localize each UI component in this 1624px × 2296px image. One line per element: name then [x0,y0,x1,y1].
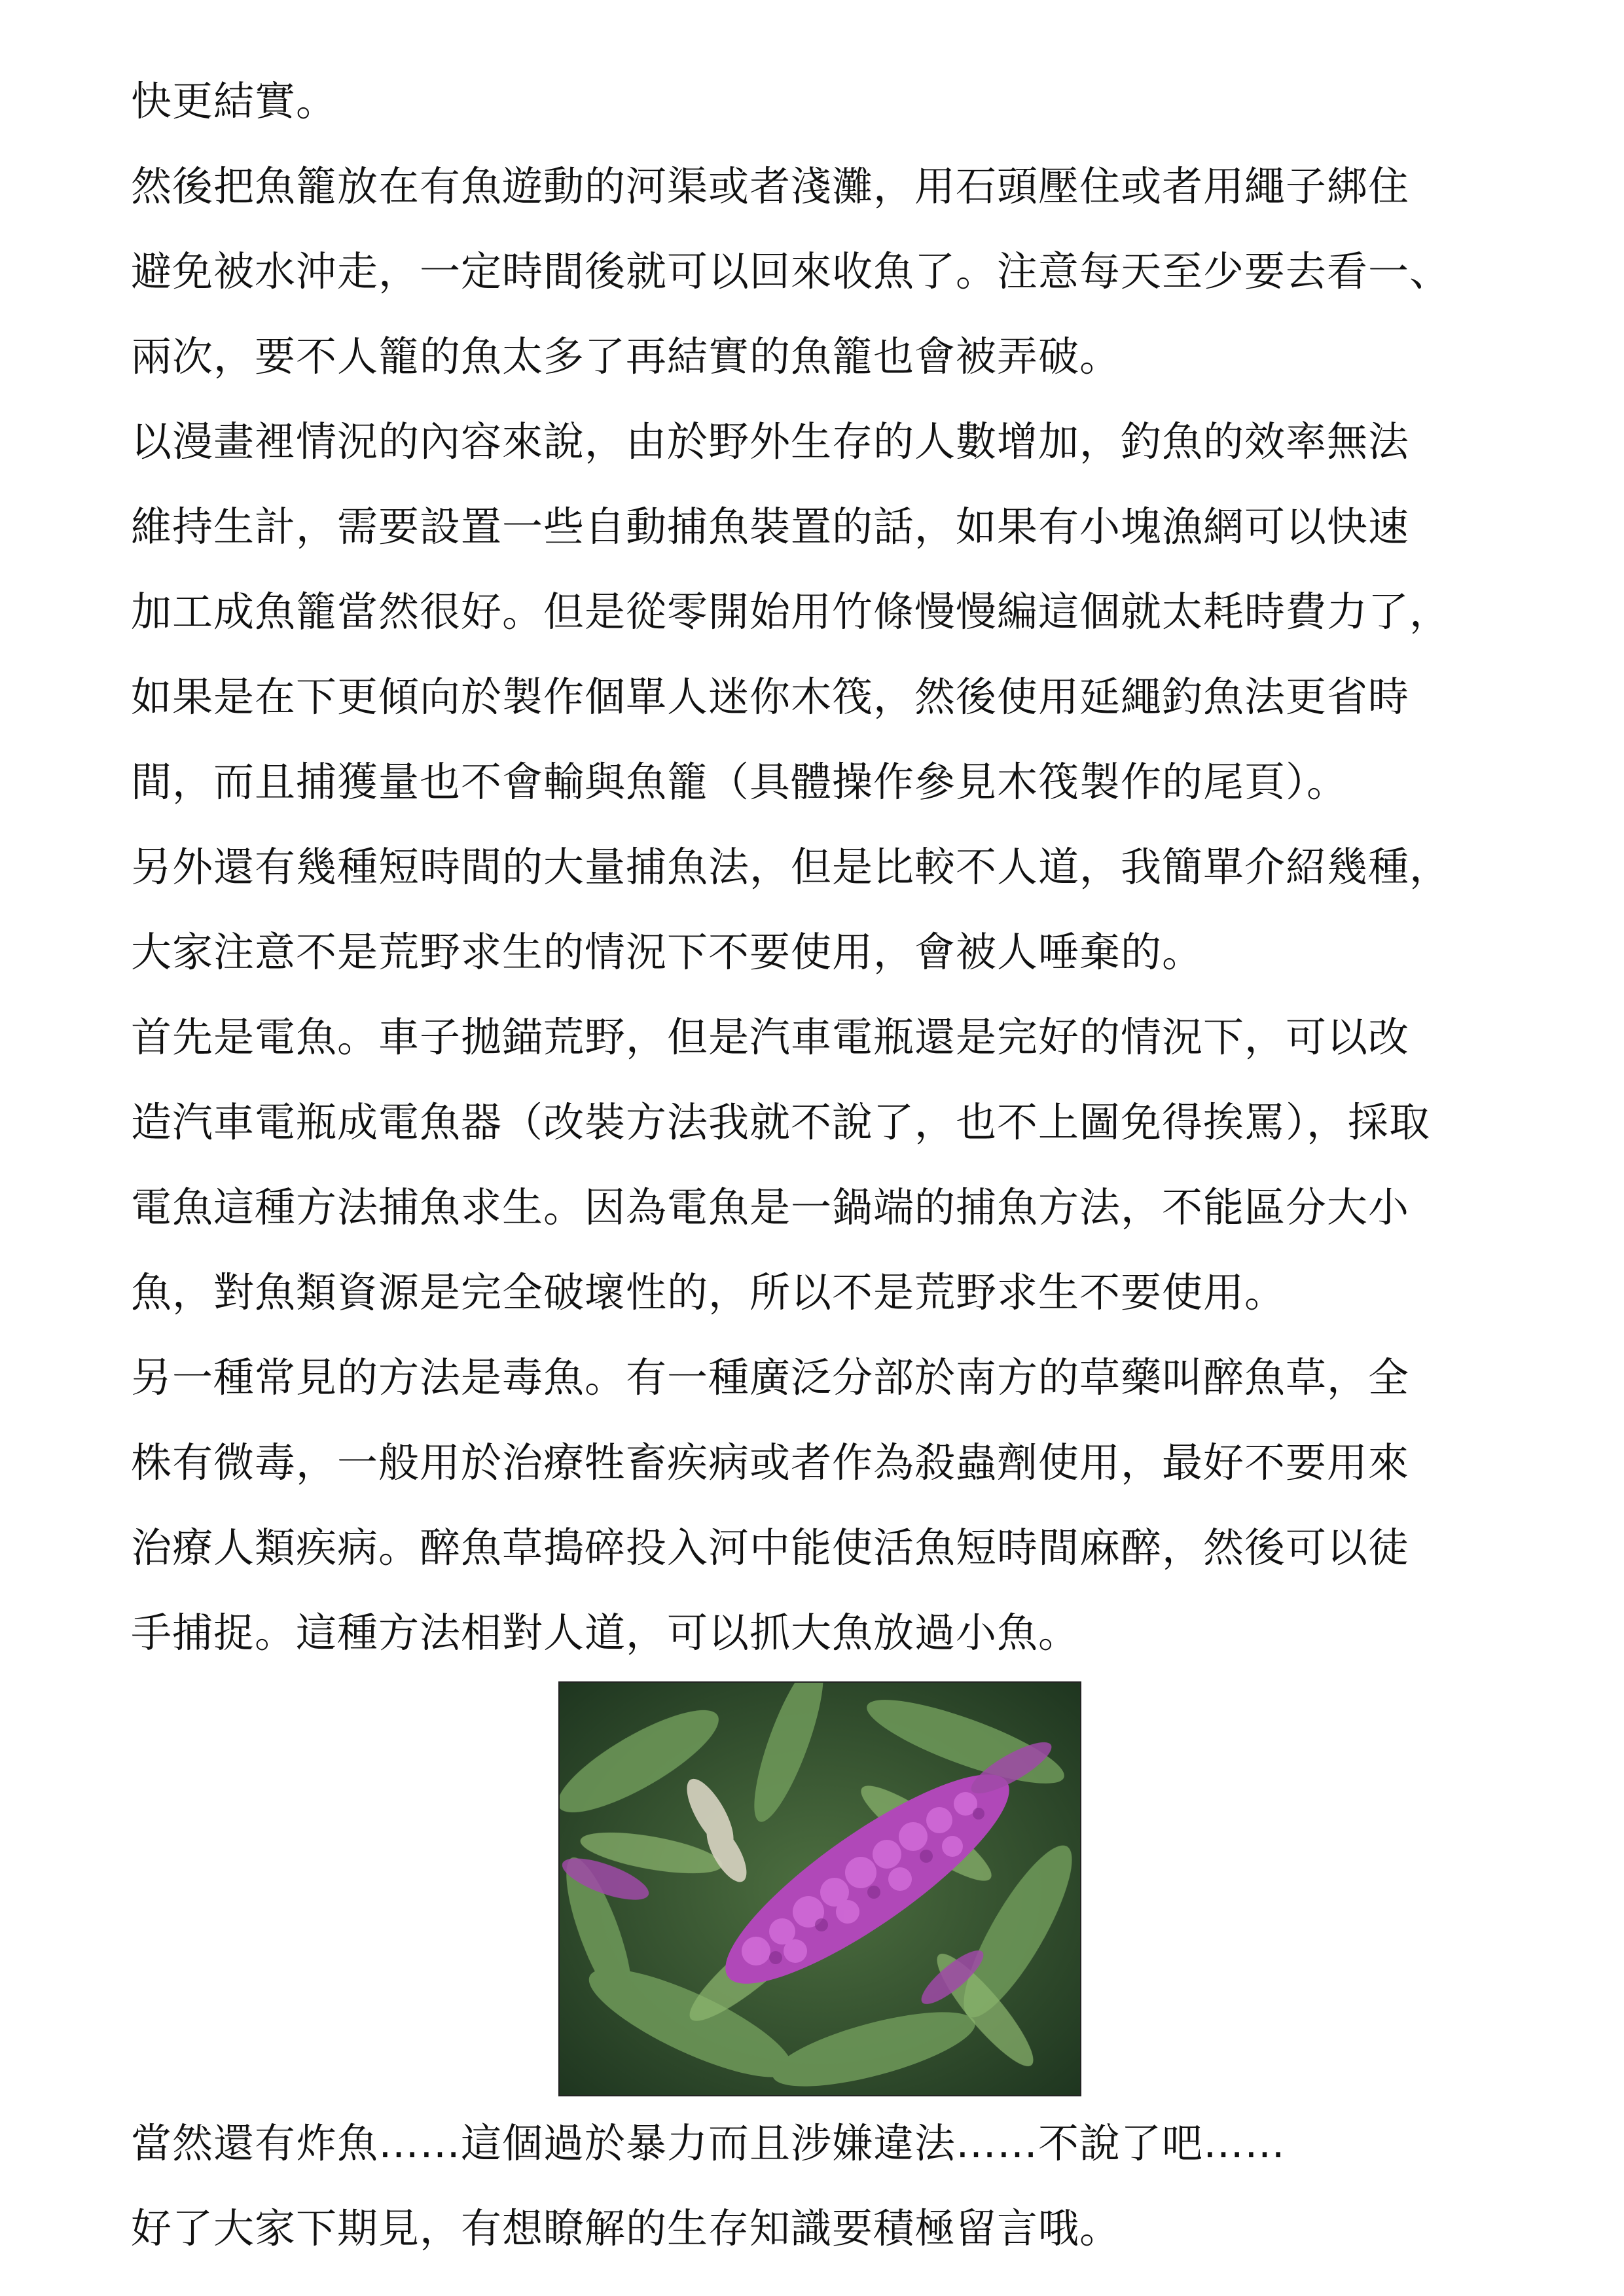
paragraph-line: 維持生計，需要設置一些自動捕魚裝置的話，如果有小塊漁網可以快速 [131,503,1410,550]
paragraph-line: 電魚這種方法捕魚求生。因為電魚是一鍋端的捕魚方法，不能區分大小 [131,1183,1410,1231]
paragraph-line: 然後把魚籠放在有魚遊動的河渠或者淺灘，用石頭壓住或者用繩子綁住 [131,162,1410,210]
paragraph-line: 另外還有幾種短時間的大量捕魚法，但是比較不人道，我簡單介紹幾種， [131,843,1451,891]
paragraph-line: 如果是在下更傾向於製作個單人迷你木筏，然後使用延繩釣魚法更省時 [131,673,1410,721]
paragraph-line: 兩次，要不人籠的魚太多了再結實的魚籠也會被弄破。 [131,332,1121,380]
closing-text [131,2101,1512,2271]
paragraph-line: 好了大家下期見，有想瞭解的生存知識要積極留言哦。 [131,2204,1121,2252]
paragraph-line: 快更結實。 [131,77,338,125]
paragraph-line: 間，而且捕獲量也不會輸與魚籠（具體操作參見木筏製作的尾頁）。 [131,758,1348,806]
paragraph-line: 大家注意不是荒野求生的情況下不要使用，會被人唾棄的。 [131,928,1204,976]
paragraph-line: 造汽車電瓶成電魚器（改裝方法我就不說了，也不上圖免得挨罵），採取 [131,1098,1431,1146]
document-body [131,59,1512,1676]
paragraph-line: 避免被水沖走，一定時間後就可以回來收魚了。注意每天至少要去看一、 [131,247,1451,295]
paragraph-line: 另一種常見的方法是毒魚。有一種廣泛分部於南方的草藥叫醉魚草，全 [131,1354,1410,1401]
butterfly-bush-photo [558,1681,1081,2096]
paragraph-line: 以漫畫裡情況的內容來說，由於野外生存的人數增加，釣魚的效率無法 [131,418,1410,465]
paragraph-line: 株有微毒，一般用於治療牲畜疾病或者作為殺蟲劑使用，最好不要用來 [131,1439,1410,1486]
paragraph-line: 治療人類疾病。醉魚草搗碎投入河中能使活魚短時間麻醉，然後可以徒 [131,1524,1410,1571]
paragraph-line: 加工成魚籠當然很好。但是從零開始用竹條慢慢編這個就太耗時費力了， [131,588,1451,636]
paragraph-line: 當然還有炸魚……這個過於暴力而且涉嫌違法……不說了吧…… [131,2119,1286,2167]
paragraph-line: 首先是電魚。車子拋錨荒野，但是汽車電瓶還是完好的情況下，可以改 [131,1013,1410,1061]
paragraph-line: 魚，對魚類資源是完全破壞性的，所以不是荒野求生不要使用。 [131,1268,1286,1316]
paragraph-line: 手捕捉。這種方法相對人道，可以抓大魚放過小魚。 [131,1609,1080,1657]
